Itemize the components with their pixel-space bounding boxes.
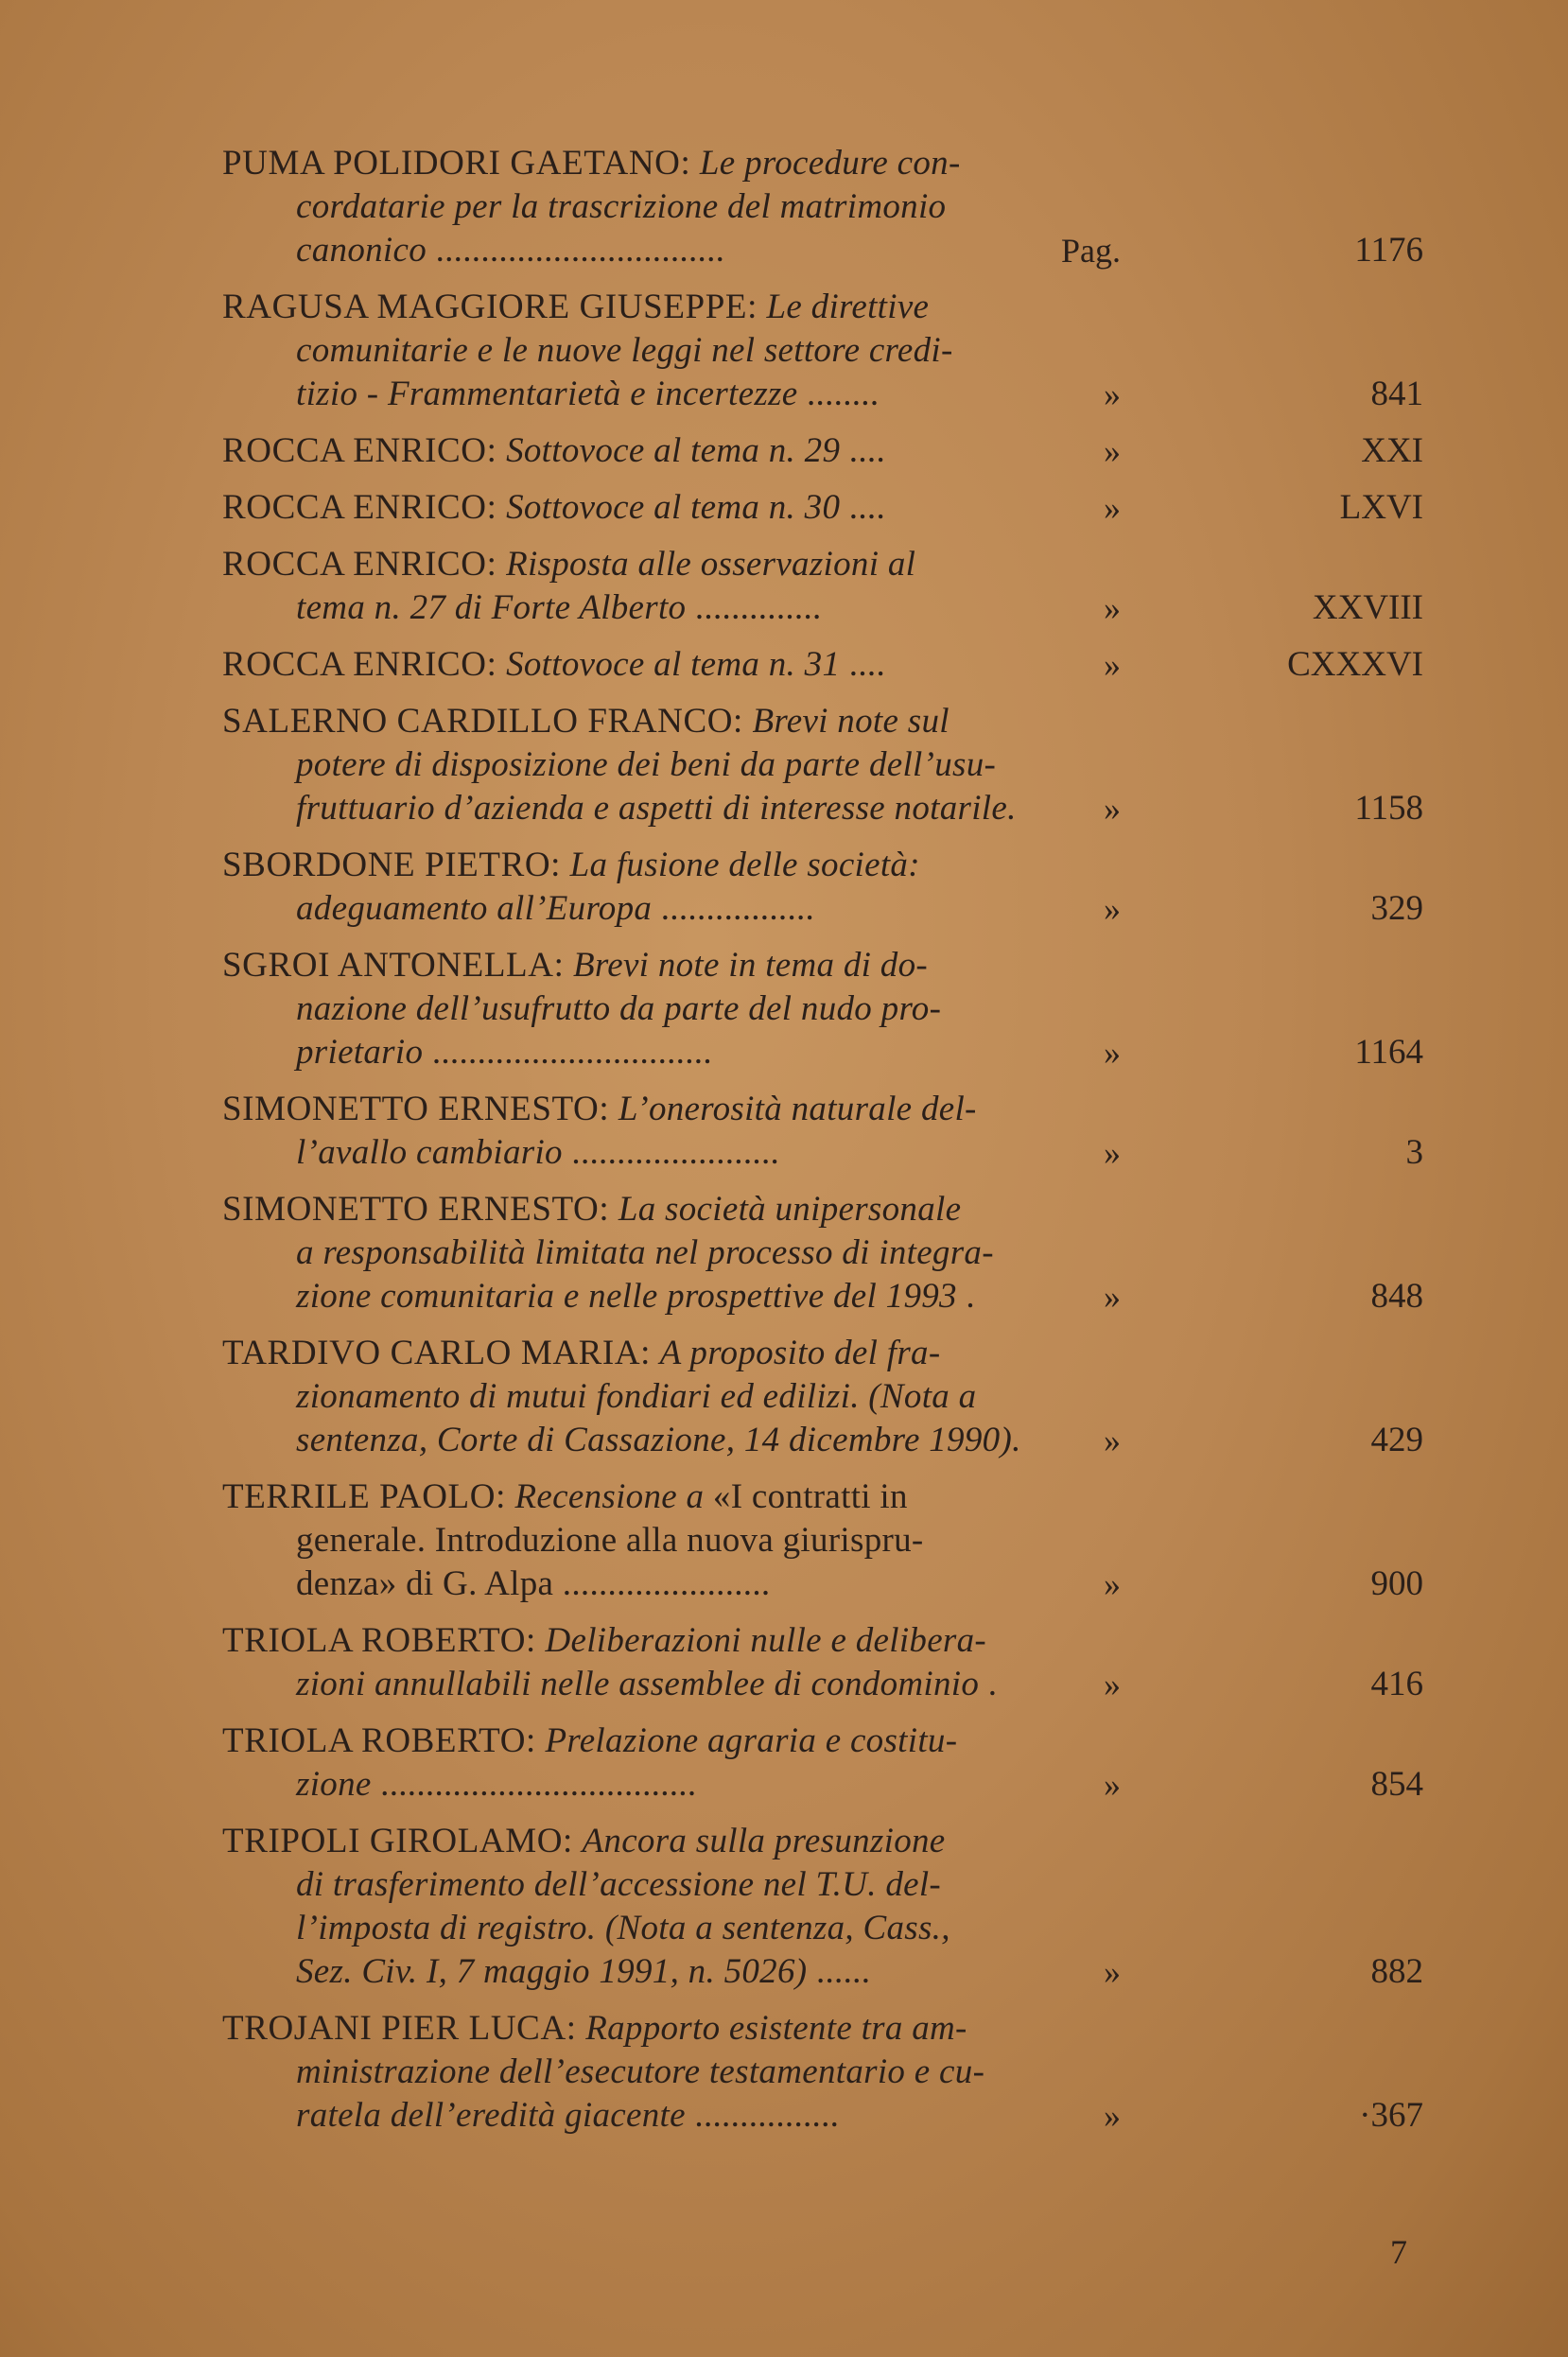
entry-title: potere di disposizione dei beni da parte dell’usu- [296,745,997,784]
dot-leader: . [956,1277,975,1316]
page-reference: 854 [1370,1765,1423,1804]
entry-title: ministrazione dell’esecutore testamentario e cu- [296,2052,985,2091]
index-entry [222,844,1433,931]
entry-title: cordatarie per la trascrizione del matrimonio [296,187,947,226]
entry-title: tema n. 27 di Forte Alberto [296,588,687,627]
dot-leader: . [979,1665,998,1703]
page-marker: » [1104,589,1121,627]
page-marker: » [1104,1422,1121,1459]
entry-line [222,1663,1045,1706]
page-marker: » [1104,1278,1121,1316]
entry-line [222,1950,1045,1994]
index-entry [222,1619,1433,1706]
page-reference: 882 [1370,1952,1423,1991]
index-page [222,142,1433,2151]
entry-title: canonico [296,231,427,270]
dot-leader: ........ [797,375,880,413]
entry-title: l’imposta di registro. (Nota a sentenza, Cass., [296,1909,950,1947]
entry-line [222,329,1045,373]
entry-text [222,844,1045,931]
entry-author: TARDIVO CARLO MARIA: [222,1334,652,1372]
entry-title: Le direttive [766,288,930,326]
entry-line [222,1190,961,1229]
entry-line [222,702,950,741]
page-reference: 1158 [1354,789,1423,828]
entry-line [222,1519,1045,1563]
entry-author: ROCCA ENRICO: [222,645,497,684]
entry-text [222,543,1045,630]
entry-line [222,1375,1045,1419]
dot-leader: .............. [686,588,822,627]
entry-title: Brevi note in tema di do- [573,946,929,985]
entry-title: ratela dell’eredità giacente [296,2096,686,2135]
entry-title: Brevi note sul [752,702,950,741]
entry-author: TROJANI PIER LUCA: [222,2009,577,2048]
page-marker: » [1104,489,1121,527]
index-entry [222,1720,1433,1807]
entry-title: Rapporto esistente tra am- [585,2009,967,2048]
dot-leader: .... [840,645,885,684]
entry-line [222,229,1045,272]
index-entry [222,286,1433,416]
page-reference: ·367 [1359,2096,1423,2135]
entry-line [222,1822,946,1860]
entry-line [222,1907,1045,1950]
page-marker: » [1104,2097,1121,2135]
entry-line [222,1419,1045,1462]
entry-title: zione [296,1765,372,1804]
entry-text [222,1619,1045,1706]
dot-leader: .... [840,431,885,470]
entry-title: Ancora sulla presunzione [582,1822,946,1860]
entry-text [222,486,1045,530]
entry-text [222,643,1045,687]
page-reference: 329 [1370,889,1423,928]
entry-title: Risposta alle osservazioni al [506,545,916,584]
entry-line [222,431,885,470]
page-reference: XXVIII [1312,588,1423,627]
page-marker: » [1104,375,1121,413]
entry-line [222,887,1045,931]
entry-line [222,1231,1045,1275]
entry-line [222,645,885,684]
entry-author: SALERNO CARDILLO FRANCO: [222,702,743,741]
entry-plain-text: «I contratti in [704,1477,908,1516]
entry-title: Sez. Civ. I, 7 maggio 1991, n. 5026) [296,1952,808,1991]
entry-line [222,1863,1045,1907]
index-entry [222,700,1433,830]
entry-plain-text: denza» di G. Alpa [296,1564,554,1603]
entry-author: RAGUSA MAGGIORE GIUSEPPE: [222,288,758,326]
page-reference: 841 [1370,375,1423,413]
entry-author: PUMA POLIDORI GAETANO: [222,144,691,183]
dot-leader: ...... [807,1952,871,1991]
entry-title: adeguamento all’Europa [296,889,653,928]
entry-author: SIMONETTO ERNESTO: [222,1090,610,1128]
entry-author: ROCCA ENRICO: [222,545,497,584]
entry-plain-text: generale. Introduzione alla nuova giurispru- [296,1521,924,1560]
page-marker: » [1104,1766,1121,1804]
entry-text [222,286,1045,416]
page-marker: » [1104,432,1121,470]
index-entry [222,1820,1433,1994]
entry-line [222,488,885,527]
entry-line [222,1031,1045,1074]
entry-text [222,1720,1045,1807]
entry-author: SBORDONE PIETRO: [222,846,562,884]
page-reference: 1164 [1354,1033,1423,1072]
page-marker: » [1104,1565,1121,1603]
entry-title: fruttuario d’azienda e aspetti di interesse notarile. [296,789,1017,828]
entry-title: L’onerosità naturale del- [618,1090,977,1128]
page-marker: » [1104,790,1121,828]
entry-line [222,1131,1045,1175]
entry-line [222,586,1045,630]
entry-author: TRIOLA ROBERTO: [222,1721,536,1760]
page-marker: » [1104,1953,1121,1991]
entry-text [222,944,1045,1074]
entry-line [222,1621,986,1660]
entry-title: zionamento di mutui fondiari ed edilizi. (Nota a [296,1377,977,1416]
entry-line [222,2051,1045,2094]
entry-text [222,1475,1045,1606]
page-marker: » [1104,1666,1121,1703]
index-entry [222,643,1433,687]
entry-author: TERRILE PAOLO: [222,1477,506,1516]
entry-author: SGROI ANTONELLA: [222,946,565,985]
page-marker: » [1104,1134,1121,1172]
page-reference: 429 [1370,1421,1423,1459]
entry-line [222,1763,1045,1807]
dot-leader: ............................... [423,1033,712,1072]
entry-line [222,185,1045,229]
dot-leader: ................ [685,2096,840,2135]
entry-text [222,142,1045,272]
entry-title: zione comunitaria e nelle prospettive del 1993 [296,1277,957,1316]
entry-author: ROCCA ENRICO: [222,488,497,527]
entry-text [222,1332,1045,1462]
entry-line [222,1477,908,1516]
entry-text [222,1820,1045,1994]
index-entry [222,1332,1433,1462]
entry-line [222,2094,1045,2138]
entry-author: TRIPOLI GIROLAMO: [222,1822,573,1860]
entry-line [222,2009,967,2048]
entry-title: comunitarie e le nuove leggi nel settore credi- [296,331,953,370]
entry-text [222,1088,1045,1175]
entry-title: Sottovoce al tema n. 30 [506,488,841,527]
entry-text [222,700,1045,830]
dot-leader: ................. [652,889,815,928]
index-entry [222,2007,1433,2138]
entry-title: Sottovoce al tema n. 29 [506,431,841,470]
entry-title: Prelazione agraria e costitu- [545,1721,958,1760]
entry-line [222,545,915,584]
page-marker: » [1104,1034,1121,1072]
entry-line [222,946,928,985]
entry-line [222,1334,940,1372]
entry-line [222,144,961,183]
page-reference: LXVI [1339,488,1423,527]
index-entry [222,429,1433,473]
dot-leader: ....................... [562,1133,780,1172]
entry-title: sentenza, Corte di Cassazione, 14 dicembre 1990). [296,1421,1021,1459]
entry-author: ROCCA ENRICO: [222,431,497,470]
index-entry [222,486,1433,530]
index-entry [222,1475,1433,1606]
entry-line [222,987,1045,1031]
dot-leader: ....................... [553,1564,771,1603]
entry-title: La fusione delle società: [569,846,920,884]
page-reference: 416 [1370,1665,1423,1703]
page-reference: 1176 [1354,231,1423,270]
entry-title: di trasferimento dell’accessione nel T.U. del- [296,1865,942,1904]
page-reference: 3 [1405,1133,1423,1172]
entry-title: tizio - Frammentarietà e incertezze [296,375,798,413]
entry-title: Deliberazioni nulle e delibera- [545,1621,987,1660]
entry-line [222,373,1045,416]
entry-title: A proposito del fra- [659,1334,941,1372]
entry-title: l’avallo cambiario [296,1133,563,1172]
page-number: 7 [1390,2233,1407,2271]
page-marker: Pag. [1061,232,1121,270]
entry-text [222,429,1045,473]
entry-line [222,846,920,884]
entry-line [222,743,1045,787]
entry-line [222,1721,957,1760]
entry-title: La società unipersonale [618,1190,962,1229]
entry-text [222,1188,1045,1318]
page-marker: » [1104,646,1121,684]
page-reference: 848 [1370,1277,1423,1316]
entry-title: zioni annullabili nelle assemblee di condominio [296,1665,980,1703]
entry-title: nazione dell’usufrutto da parte del nudo pro- [296,989,942,1028]
index-entry [222,1188,1433,1318]
index-entry [222,543,1433,630]
page-reference: XXI [1361,431,1423,470]
index-entry [222,1088,1433,1175]
entry-author: SIMONETTO ERNESTO: [222,1190,610,1229]
entry-title: Sottovoce al tema n. 31 [506,645,841,684]
entry-line [222,787,1045,830]
dot-leader: ................................ [427,231,725,270]
entry-line [222,1563,1045,1606]
entry-line [222,288,929,326]
entry-line [222,1275,1045,1318]
entry-text [222,2007,1045,2138]
entry-title: a responsabilità limitata nel processo di integra- [296,1233,994,1272]
index-entry [222,142,1433,272]
dot-leader: .... [840,488,885,527]
entry-title: Recensione a [514,1477,705,1516]
page-marker: » [1104,890,1121,928]
index-entry [222,944,1433,1074]
page-reference: CXXXVI [1287,645,1423,684]
dot-leader: ................................... [371,1765,697,1804]
entry-line [222,1090,977,1128]
page-reference: 900 [1370,1564,1423,1603]
entry-title: Le procedure con- [699,144,961,183]
entry-author: TRIOLA ROBERTO: [222,1621,536,1660]
entry-title: prietario [296,1033,424,1072]
